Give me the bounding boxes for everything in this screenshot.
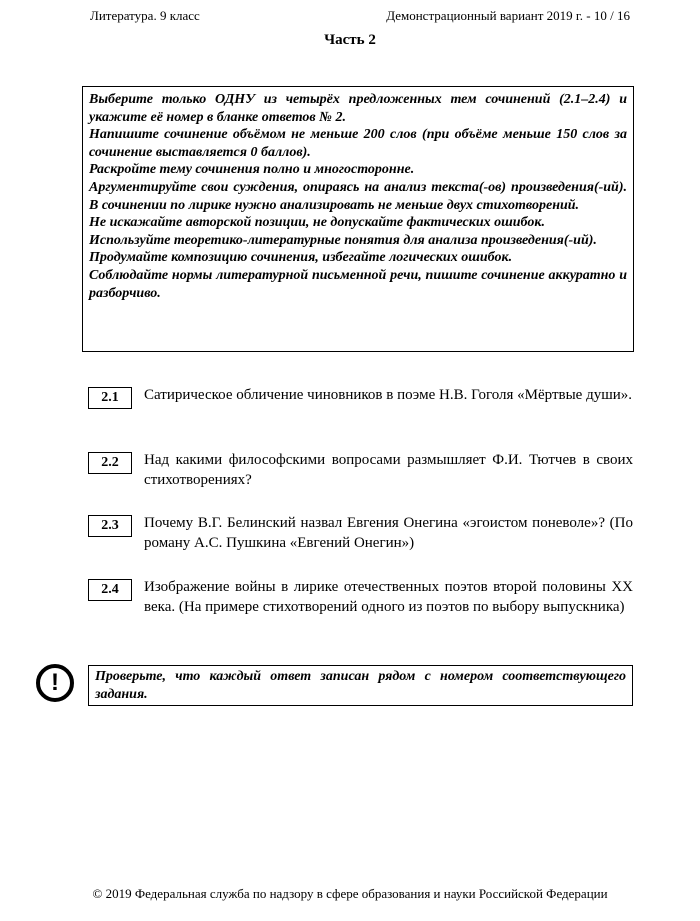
- instruction-line: Используйте теоретико-литературные понятия для анализа произведения(-ий).: [89, 232, 597, 248]
- instruction-line: Напишите сочинение объёмом не меньше 200 слов (при объёме меньше 150 слов за сочинение выставляется 0 баллов).: [89, 127, 627, 160]
- warning-box: [88, 665, 633, 706]
- exclamation-circle-icon: !: [36, 664, 74, 702]
- task-number-box: 2.1: [88, 387, 132, 409]
- task-text: Сатирическое обличение чиновников в поэме Н.В. Гоголя «Мёртвые души».: [144, 387, 633, 403]
- instruction-line: Соблюдайте нормы литературной письменной речи, пишите сочинение аккуратно и разборчиво.: [89, 267, 627, 301]
- instruction-line: Выберите только ОДНУ из четырёх предложенных тем сочинений (2.1–2.4) и укажите её номер в бланке ответов № 2.: [89, 92, 627, 125]
- task-number-box: 2.2: [88, 452, 132, 474]
- footer-copyright: © 2019 Федеральная служба по надзору в сфере образования и науки Российской Федерации: [92, 886, 608, 901]
- instruction-line: Аргументируйте свои суждения, опираясь на анализ текста(-ов) произведения(-ий). В сочинении по лирике нужно анализировать не меньше двух стихотворений.: [89, 179, 627, 213]
- header-variant: Демонстрационный вариант 2019 г. - 10 / 16: [386, 8, 630, 23]
- instruction-line: Раскройте тему сочинения полно и многосторонне.: [89, 162, 415, 178]
- task-text: Над какими философскими вопросами размышляет Ф.И. Тютчев в своих стихотворениях?: [144, 452, 633, 488]
- instruction-line: Не искажайте авторской позиции, не допускайте фактических ошибок.: [89, 215, 545, 231]
- task-text: Изображение войны в лирике отечественных поэтов второй половины XX века. (На примере стихотворений одного из поэтов по выбору выпускника): [144, 579, 633, 615]
- warning-text: Проверьте, что каждый ответ записан рядом с номером соответствующего задания.: [95, 669, 626, 702]
- header-subject: Литература. 9 класс: [90, 8, 200, 23]
- task-text: Почему В.Г. Белинский назвал Евгения Онегина «эгоистом поневоле»? (По роману А.С. Пушкина «Евгений Онегин»): [144, 515, 633, 551]
- instruction-line: Продумайте композицию сочинения, избегайте логических ошибок.: [89, 250, 513, 266]
- part-title: Часть 2: [324, 32, 376, 48]
- task-number-box: 2.3: [88, 515, 132, 537]
- instructions-box: [82, 86, 634, 352]
- task-number-box: 2.4: [88, 579, 132, 601]
